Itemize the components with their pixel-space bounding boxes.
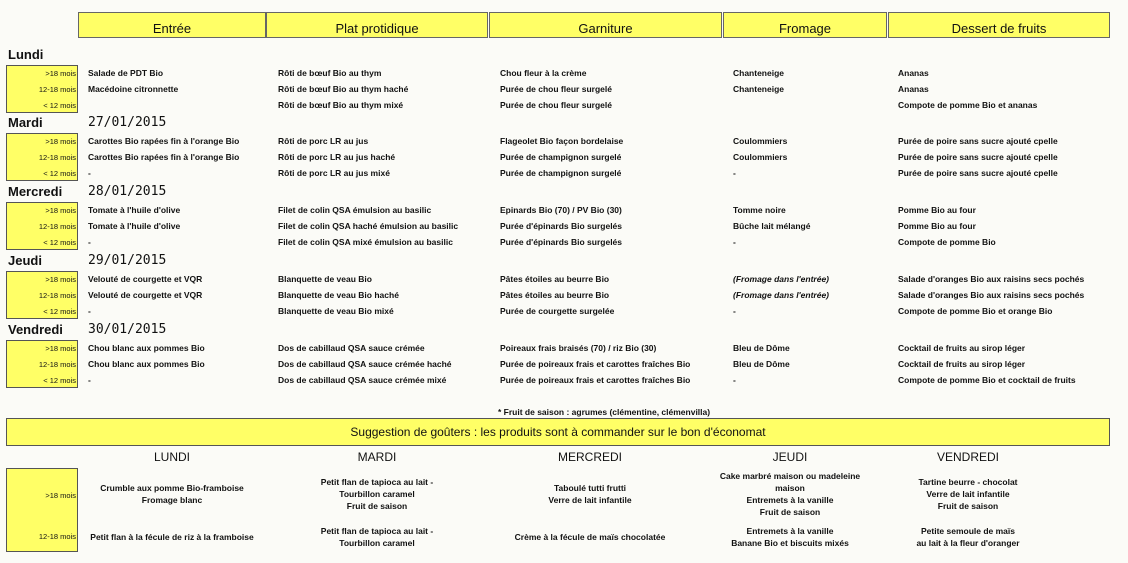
day-label: Mardi [8, 115, 43, 130]
snack-line: au lait à la fleur d'oranger [916, 538, 1020, 548]
day-date: 28/01/2015 [88, 184, 167, 199]
age-label: 12-18 mois [38, 360, 76, 369]
menu-cell: Velouté de courgette et VQR [88, 290, 203, 300]
menu-cell: Compote de pomme Bio et cocktail de fruits [898, 375, 1076, 385]
menu-cell: - [88, 168, 91, 178]
snack-line: Fruit de saison [937, 501, 999, 511]
age-label: >18 mois [45, 344, 76, 353]
menu-cell: Chanteneige [733, 84, 785, 94]
menu-cell: Poireaux frais braisés (70) / riz Bio (30) [500, 343, 657, 353]
menu-cell: Velouté de courgette et VQR [88, 274, 203, 284]
menu-cell: Coulommiers [733, 136, 788, 146]
age-label: 12-18 mois [38, 222, 76, 231]
snack-line: Entremets à la vanille [746, 495, 834, 505]
menu-cell: Compote de pomme Bio [898, 237, 996, 247]
snack-cell [100, 482, 244, 506]
snack-line: Verre de lait infantile [926, 489, 1010, 499]
menu-cell: Rôti de porc LR au jus [278, 136, 369, 146]
menu-cell: Pâtes étoiles au beurre Bio [500, 274, 610, 284]
snack-line: Taboulé tutti frutti [553, 483, 627, 493]
menu-cell: Purée de poire sans sucre ajouté cpelle [898, 152, 1058, 162]
menu-cell: Purée de poireaux frais et carottes fraîches Bio [500, 359, 691, 369]
menu-cell: - [733, 168, 736, 178]
snack-cell [90, 531, 253, 543]
snack-cell [548, 482, 631, 506]
menu-cell: Ananas [898, 84, 929, 94]
day-date: 27/01/2015 [88, 115, 167, 130]
menu-cell: Purée de champignon surgelé [500, 168, 622, 178]
snack-day-header: MARDI [357, 450, 397, 464]
snack-line: Petit flan à la fécule de riz à la framboise [90, 532, 254, 542]
menu-cell: Purée d'épinards Bio surgelés [500, 221, 623, 231]
menu-cell: Chanteneige [733, 68, 785, 78]
menu-cell: Bleu de Dôme [733, 343, 790, 353]
menu-cell: Compote de pomme Bio et orange Bio [898, 306, 1053, 316]
menu-cell: Chou blanc aux pommes Bio [88, 343, 205, 353]
age-label: < 12 mois [43, 307, 76, 316]
snack-line: Fruit de saison [346, 501, 408, 511]
column-header: Entrée [78, 12, 266, 38]
menu-cell: - [88, 375, 91, 385]
age-label: 12-18 mois [38, 153, 76, 162]
age-label: 12-18 mois [38, 85, 76, 94]
menu-cell: Filet de colin QSA haché émulsion au basilic [278, 221, 459, 231]
column-header: Fromage [723, 12, 887, 38]
menu-cell: Purée d'épinards Bio surgelés [500, 237, 623, 247]
menu-cell: - [88, 306, 91, 316]
menu-cell: Macédoine citronnette [88, 84, 179, 94]
menu-cell: Rôti de bœuf Bio au thym mixé [278, 100, 404, 110]
menu-cell: Rôti de bœuf Bio au thym haché [278, 84, 409, 94]
menu-cell: Cocktail de fruits au sirop léger [898, 343, 1026, 353]
age-label: < 12 mois [43, 169, 76, 178]
snack-day-header: VENDREDI [936, 450, 1000, 464]
menu-cell: Blanquette de veau Bio mixé [278, 306, 394, 316]
column-header: Dessert de fruits [888, 12, 1110, 38]
menu-cell: Rôti de porc LR au jus mixé [278, 168, 390, 178]
snack-line: Tartine beurre - chocolat [918, 477, 1018, 487]
menu-cell: Salade d'oranges Bio aux raisins secs pochés [898, 290, 1085, 300]
snack-line: Petit flan de tapioca au lait - [320, 526, 434, 536]
age-label: >18 mois [45, 206, 76, 215]
menu-cell: Purée de poire sans sucre ajouté cpelle [898, 168, 1058, 178]
menu-cell: Carottes Bio rapées fin à l'orange Bio [88, 136, 240, 146]
menu-cell: Blanquette de veau Bio [278, 274, 372, 284]
day-label: Lundi [8, 47, 44, 62]
menu-cell: Bleu de Dôme [733, 359, 790, 369]
menu-cell: Purée de chou fleur surgelé [500, 100, 612, 110]
snack-line: Cake marbré maison ou madeleine [719, 471, 861, 481]
column-header: Plat protidique [266, 12, 488, 38]
menu-cell: Tomme noire [733, 205, 786, 215]
menu-cell: Filet de colin QSA mixé émulsion au basilic [278, 237, 453, 247]
day-date: 29/01/2015 [88, 253, 167, 268]
snack-line: Crème à la fécule de maïs chocolatée [514, 532, 666, 542]
fruit-note: * Fruit de saison : agrumes (clémentine, clémenvilla) [498, 407, 711, 417]
menu-cell: Chou blanc aux pommes Bio [88, 359, 205, 369]
menu-cell: (Fromage dans l'entrée) [733, 274, 830, 284]
snack-line: Petite semoule de maïs [920, 526, 1016, 536]
snack-cell [515, 531, 666, 543]
menu-cell: Purée de courgette surgelée [500, 306, 615, 316]
snack-cell [916, 525, 1019, 549]
snack-line: Petit flan de tapioca au lait - [320, 477, 434, 487]
age-label: >18 mois [45, 275, 76, 284]
menu-cell: Rôti de porc LR au jus haché [278, 152, 396, 162]
snack-line: Tourbillon caramel [339, 489, 415, 499]
snack-day-header: JEUDI [772, 450, 808, 464]
age-label: < 12 mois [43, 101, 76, 110]
menu-cell: Ananas [898, 68, 929, 78]
menu-cell: Flageolet Bio façon bordelaise [500, 136, 624, 146]
snack-cell [321, 476, 433, 512]
snack-line: Verre de lait infantile [548, 495, 632, 505]
menu-cell: Salade de PDT Bio [88, 68, 164, 78]
snack-line: Crumble aux pomme Bio-framboise [100, 483, 244, 493]
menu-cell: Cocktail de fruits au sirop léger [898, 359, 1026, 369]
age-label: 12-18 mois [38, 291, 76, 300]
age-label: >18 mois [45, 69, 76, 78]
menu-cell: Blanquette de veau Bio haché [278, 290, 399, 300]
menu-cell: Purée de champignon surgelé [500, 152, 622, 162]
snack-line: Tourbillon caramel [339, 538, 415, 548]
day-label: Jeudi [8, 253, 42, 268]
menu-cell: Pomme Bio au four [898, 205, 976, 215]
menu-cell: Purée de chou fleur surgelé [500, 84, 612, 94]
snack-line: Fruit de saison [759, 507, 821, 517]
menu-cell: Tomate à l'huile d'olive [88, 205, 181, 215]
menu-cell: Filet de colin QSA émulsion au basilic [278, 205, 432, 215]
snack-day-header: LUNDI [153, 450, 191, 464]
snack-line: maison [775, 483, 805, 493]
menu-cell: Carottes Bio rapées fin à l'orange Bio [88, 152, 240, 162]
snack-cell [720, 470, 860, 518]
menu-cell: - [88, 237, 91, 247]
menu-cell: Tomate à l'huile d'olive [88, 221, 181, 231]
snack-line: Entremets à la vanille [746, 526, 834, 536]
column-header: Garniture [489, 12, 722, 38]
snack-banner: Suggestion de goûters : les produits sont à commander sur le bon d'économat [6, 418, 1110, 446]
menu-cell: Pâtes étoiles au beurre Bio [500, 290, 610, 300]
snack-cell [918, 476, 1017, 512]
menu-cell: Coulommiers [733, 152, 788, 162]
menu-cell: Salade d'oranges Bio aux raisins secs pochés [898, 274, 1085, 284]
menu-cell: (Fromage dans l'entrée) [733, 290, 830, 300]
day-label: Vendredi [8, 322, 63, 337]
menu-cell: - [733, 237, 736, 247]
day-date: 30/01/2015 [88, 322, 167, 337]
menu-cell: Dos de cabillaud QSA sauce crémée haché [278, 359, 452, 369]
snack-cell [731, 525, 849, 549]
snack-day-header: MERCREDI [557, 450, 623, 464]
menu-cell: Purée de poire sans sucre ajouté cpelle [898, 136, 1058, 146]
age-label: < 12 mois [43, 238, 76, 247]
day-label: Mercredi [8, 184, 63, 199]
menu-cell: Compote de pomme Bio et ananas [898, 100, 1038, 110]
menu-cell: Rôti de bœuf Bio au thym [278, 68, 382, 78]
snack-line: Fromage blanc [141, 495, 203, 505]
menu-cell: Bûche lait mélangé [733, 221, 811, 231]
snack-age-label: 12-18 mois [38, 532, 76, 541]
menu-cell: Chou fleur à la crème [500, 68, 587, 78]
snack-line: Banane Bio et biscuits mixés [731, 538, 849, 548]
snack-age-label: >18 mois [45, 491, 76, 500]
menu-cell: Pomme Bio au four [898, 221, 976, 231]
menu-cell: - [733, 375, 736, 385]
menu-cell: Dos de cabillaud QSA sauce crémée [278, 343, 425, 353]
age-label: < 12 mois [43, 376, 76, 385]
age-label: >18 mois [45, 137, 76, 146]
menu-cell: Dos de cabillaud QSA sauce crémée mixé [278, 375, 447, 385]
menu-cell: Purée de poireaux frais et carottes fraîches Bio [500, 375, 691, 385]
snack-cell [321, 525, 433, 549]
menu-cell: - [733, 306, 736, 316]
menu-cell: Epinards Bio (70) / PV Bio (30) [500, 205, 622, 215]
